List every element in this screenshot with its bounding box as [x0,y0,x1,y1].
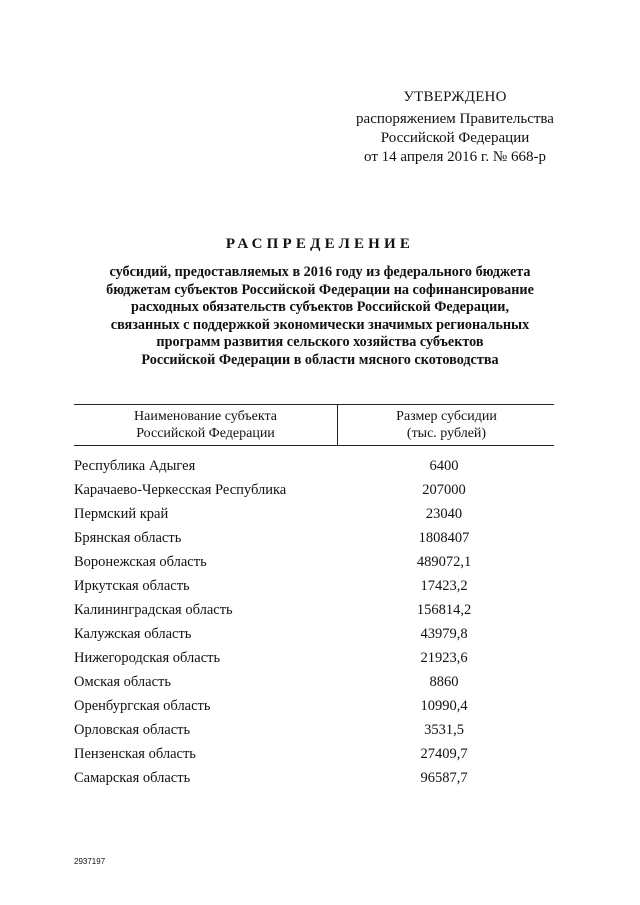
subtitle-line: расходных обязательств субъектов Российской Федерации, [130,299,510,316]
subsidy-value: 8860 [429,674,459,690]
table-row [74,768,554,792]
subject-name: Воронежская область [74,554,207,570]
approval-block [330,88,580,167]
approval-heading: УТВЕРЖДЕНО [403,89,507,105]
document-number: 2937197 [74,857,106,866]
table-row [74,600,554,624]
subsidy-value: 10990,4 [420,698,468,714]
subject-name: Нижегородская область [74,650,221,666]
approval-line-3: от 14 апреля 2016 г. № 668-р [364,149,546,165]
subsidy-value: 1808407 [418,530,470,546]
header-text: (тыс. рублей) [406,426,487,441]
header-subsidy-amount [339,405,554,445]
table-row [74,504,554,528]
table-row [74,648,554,672]
subtitle-line: Российской Федерации в области мясного скотоводства [141,351,499,368]
subject-name: Калининградская область [74,602,233,618]
subject-name: Пермский край [74,506,169,522]
table-row [74,672,554,696]
header-subject-name [74,405,338,445]
table-row [74,480,554,504]
subject-name: Оренбургская область [74,698,211,714]
subsidy-value: 6400 [429,458,459,474]
table-row [74,576,554,600]
header-text: Российской Федерации [136,426,275,441]
subsidy-value: 21923,6 [420,650,468,666]
table-row [74,696,554,720]
subject-name: Омская область [74,674,171,690]
table-header [74,404,554,446]
table-row [74,456,554,480]
subsidy-value: 207000 [422,482,466,498]
header-text: Наименование субъекта [134,409,277,424]
table-row [74,720,554,744]
subject-name: Иркутская область [74,578,190,594]
approval-line-2: Российской Федерации [380,130,530,146]
subsidy-value: 27409,7 [420,746,468,762]
subject-name: Брянская область [74,530,182,546]
subject-name: Карачаево-Черкесская Республика [74,482,287,498]
subsidy-value: 156814,2 [416,602,472,618]
table-row [74,528,554,552]
subsidy-value: 23040 [425,506,463,522]
subject-name: Калужская область [74,626,192,642]
header-text: Размер субсидии [396,409,497,424]
subsidy-value: 489072,1 [416,554,472,570]
subsidy-value: 17423,2 [420,578,468,594]
subtitle-line: субсидий, предоставляемых в 2016 году из федерального бюджета [109,264,531,280]
subject-name: Орловская область [74,722,191,738]
subsidy-value: 96587,7 [420,770,468,786]
subject-name: Пензенская область [74,746,196,762]
table-body [74,456,554,792]
subject-name: Самарская область [74,770,191,786]
subtitle-line: связанных с поддержкой экономически значимых региональных [110,316,530,333]
approval-line-1: распоряжением Правительства [356,111,554,127]
table-row [74,744,554,768]
document-subtitle [60,264,580,370]
subject-name: Республика Адыгея [74,458,196,474]
table-row [74,552,554,576]
table-row [74,624,554,648]
subsidy-value: 43979,8 [420,626,468,642]
subsidy-value: 3531,5 [424,722,464,738]
subtitle-line: бюджетам субъектов Российской Федерации на софинансирование [106,281,534,298]
document-title: РАСПРЕДЕЛЕНИЕ [225,236,415,252]
subtitle-line: программ развития сельского хозяйства субъектов [156,334,484,351]
